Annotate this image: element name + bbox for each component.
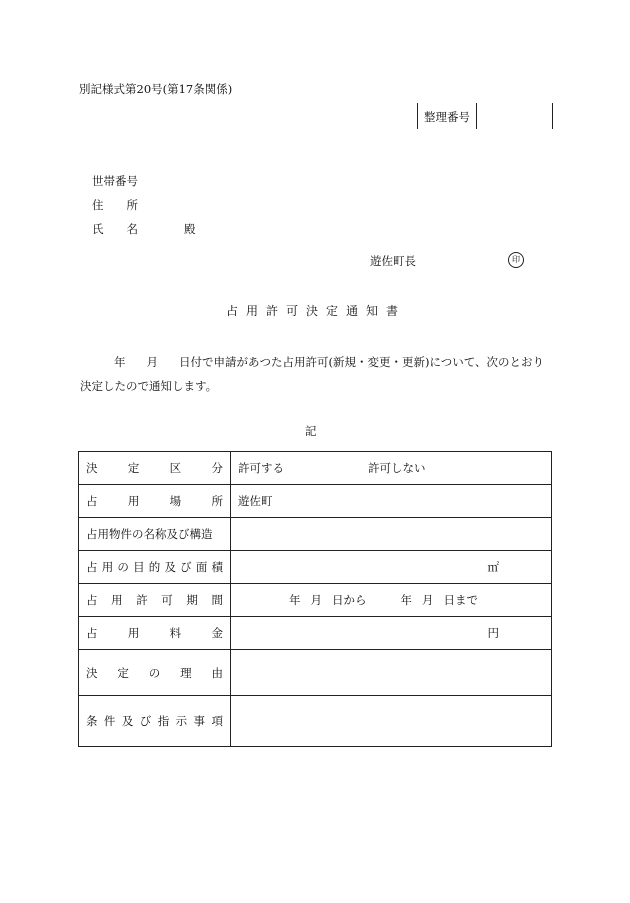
location-value: 遊佐町 bbox=[231, 485, 552, 518]
issuer-name: 遊佐町長 bbox=[370, 254, 416, 268]
name-label: 氏 名 bbox=[92, 222, 138, 236]
household-number-label: 世帯番号 bbox=[92, 174, 138, 188]
seal-icon: 印 bbox=[508, 252, 524, 268]
period-start-day: 日から bbox=[332, 593, 367, 607]
table-row bbox=[79, 617, 552, 650]
period-start-month: 月 bbox=[310, 593, 322, 607]
period-end-day: 日まで bbox=[443, 593, 478, 607]
table-row bbox=[79, 584, 552, 617]
table-row bbox=[79, 518, 552, 551]
row-label-reason: 決 定 の 理 由 bbox=[86, 665, 223, 680]
honorific: 殿 bbox=[184, 222, 196, 236]
table-row bbox=[79, 650, 552, 696]
seiri-number-box bbox=[417, 103, 553, 129]
period-end-year: 年 bbox=[400, 593, 412, 607]
row-label-fee: 占 用 料 金 bbox=[86, 626, 223, 640]
table-row bbox=[79, 452, 552, 485]
object-value bbox=[231, 518, 552, 551]
row-label-period: 占 用 許 可 期 間 bbox=[86, 593, 223, 607]
decision-approve: 許可する bbox=[238, 461, 284, 475]
reason-value bbox=[231, 650, 552, 696]
fee-unit: 円 bbox=[487, 626, 499, 640]
period-end-month: 月 bbox=[422, 593, 434, 607]
body-year: 年 bbox=[114, 355, 126, 369]
row-label-purpose: 占 用 の 目 的 及 び 面 積 bbox=[86, 560, 223, 574]
document-title: 占用許可決定通知書 bbox=[226, 304, 407, 318]
row-label-conditions: 条 件 及 び 指 示 事 項 bbox=[86, 714, 223, 728]
ki-heading: 記 bbox=[305, 424, 317, 438]
period-start-year: 年 bbox=[289, 593, 301, 607]
seiri-number-label: 整理番号 bbox=[424, 110, 470, 124]
row-label-location: 占 用 場 所 bbox=[86, 494, 223, 508]
notice-body bbox=[80, 350, 552, 398]
table-row bbox=[79, 485, 552, 518]
address-label: 住 所 bbox=[92, 198, 138, 212]
body-text: 日付で申請があつた占用許可(新規・変更・更新)について、次のとおり決定したので通知します。 bbox=[80, 355, 545, 393]
seiri-separator bbox=[476, 103, 477, 129]
table-row bbox=[79, 551, 552, 584]
conditions-value bbox=[231, 696, 552, 747]
form-number: 別記様式第20号(第17条関係) bbox=[79, 82, 233, 96]
table-row bbox=[79, 696, 552, 747]
decision-reject: 許可しない bbox=[368, 461, 426, 475]
row-label-decision-type: 決 定 区 分 bbox=[86, 461, 223, 475]
area-unit: ㎡ bbox=[487, 560, 499, 574]
body-month: 月 bbox=[146, 355, 158, 369]
decision-table bbox=[78, 451, 552, 747]
row-label-object: 占用物件の名称及び構造 bbox=[79, 518, 231, 551]
